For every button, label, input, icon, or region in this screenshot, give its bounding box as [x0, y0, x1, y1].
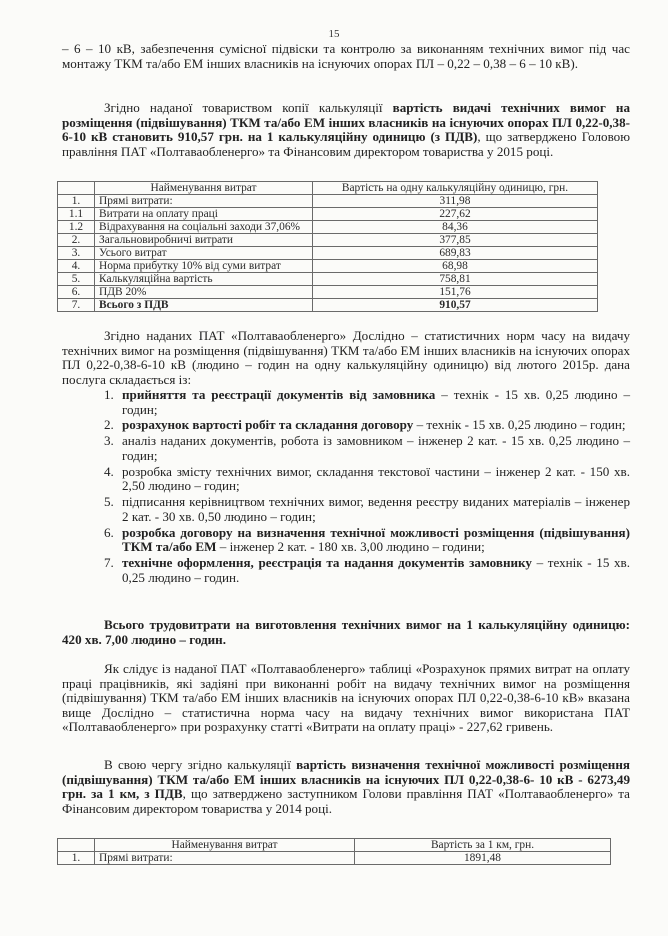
table-header-row: Найменування витрат Вартість за 1 км, грн. — [58, 839, 611, 852]
paragraph-time-norms: Згідно наданих ПАТ «Полтаваобленерго» Дослідно – статистичних норм часу на видачу технічних вимог на розміщення (підвішування) ТКМ та/або ЕМ інших власників на існуючих опорах ПЛ 0,22-0,38-6-10 кВ (людино – годин на одну калькуляційну одиницю) від лютого 2015р. дана послуга складається із: — [62, 328, 630, 387]
cost-table-per-km — [57, 838, 611, 865]
table-row: 5. Калькуляційна вартість 758,81 — [58, 273, 598, 286]
page-number: 15 — [328, 28, 340, 40]
paragraph-continuation: – 6 – 10 кВ, забезпечення сумісної підвіски та контролю за виконанням технічних вимог під час монтажу ТКМ та/або ЕМ інших власників на існуючих опорах ПЛ – 0,22 – 0,38 – 6 – 10 кВ). — [62, 41, 630, 71]
paragraph-labor-cost-reference: Як слідує із наданої ПАТ «Полтаваобленерго» таблиці «Розрахунок прямих витрат на оплату праці працівників, які задіяні при виконанні робіт на видачу технічних вимог на розміщення (підвішування) ТКМ та/або ЕМ інших власників на існуючих опорах ПЛ 0,22-0,38-6-10 кВ» вказана вище Дослідно – статистична норма часу на видачу технічних вимог використана ПАТ «Полтаваобленерго» при розрахунку статті «Витрати на оплату праці» - 227,62 гривень. — [62, 661, 630, 735]
table-row: 1. Прямі витрати: 311,98 — [58, 195, 598, 208]
table-row: 1.1 Витрати на оплату праці 227,62 — [58, 208, 598, 221]
table-row: 3. Усього витрат 689,83 — [58, 247, 598, 260]
paragraph-cost-tech-requirements: Згідно наданої товариством копії калькуляції вартість видачі технічних вимог на розміщення (підвішування) ТКМ та/або ЕМ інших власників на існуючих опорах ПЛ 0,22-0,38-6-10 кВ становить 910,57 грн. на 1 калькуляційну одиницю (з ПДВ), що затверджено Головою правління ПАТ «Полтаваобленерго» та Фінансовим директором товариства у 2015 році. — [62, 100, 630, 159]
total-labor-summary: Всього трудовитрати на виготовлення технічних вимог на 1 калькуляційну одиницю: 420 хв. 7,00 людино – годин. — [62, 617, 630, 647]
table-row: 1. Прямі витрати: 1891,48 — [58, 852, 611, 865]
paragraph-cost-tech-feasibility: В свою чергу згідно калькуляції вартість визначення технічної можливості розміщення (підвішування) ТКМ та/або ЕМ інших власників на існуючих ПЛ 0,22-0,38-6- 10 кВ - 6273,49 грн. за 1 км, з ПДВ, що затверджено заступником Голови правління ПАТ «Полтаваобленерго» та Фінансовим директором товариства у 2014 році. — [62, 757, 630, 816]
list-item: 3. аналіз наданих документів, робота із замовником – інженер 2 кат. - 15 хв. 0,25 людино – годин; — [104, 433, 630, 463]
list-item: 2. розрахунок вартості робіт та складання договору – технік - 15 хв. 0,25 людино – годин; — [104, 417, 626, 433]
table-row: 4. Норма прибутку 10% від суми витрат 68,98 — [58, 260, 598, 273]
service-steps-list — [104, 388, 630, 587]
table-row: 2. Загальновиробничі витрати 377,85 — [58, 234, 598, 247]
table-row: 6. ПДВ 20% 151,76 — [58, 286, 598, 299]
list-item: 5. підписання керівництвом технічних вимог, ведення реєстру виданих матеріалів – інженер 2 кат. - 30 хв. 0,50 людино – годин; — [104, 494, 630, 524]
list-item: 7. технічне оформлення, реєстрація та надання документів замовнику – технік - 15 хв. 0,25 людино – годин. — [104, 555, 630, 585]
list-item: 1. прийняття та реєстрації документів від замовника – технік - 15 хв. 0,25 людино – годин; — [104, 387, 630, 417]
list-item: 6. розробка договору на визначення технічної можливості розміщення (підвішування) ТКМ та/або ЕМ – інженер 2 кат. - 180 хв. 3,00 людино – години; — [104, 524, 630, 555]
table-row: 1.2 Відрахування на соціальні заходи 37,06% 84,36 — [58, 221, 598, 234]
table-header-row: Найменування витрат Вартість на одну калькуляційну одиницю, грн. — [58, 182, 598, 195]
cost-table-per-unit — [57, 181, 598, 312]
table-row-total: 7. Всього з ПДВ 910,57 — [58, 299, 598, 312]
list-item: 4. розробка змісту технічних вимог, складання текстової частини – інженер 2 кат. - 150 хв. 2,50 людино – годин; — [104, 463, 630, 494]
